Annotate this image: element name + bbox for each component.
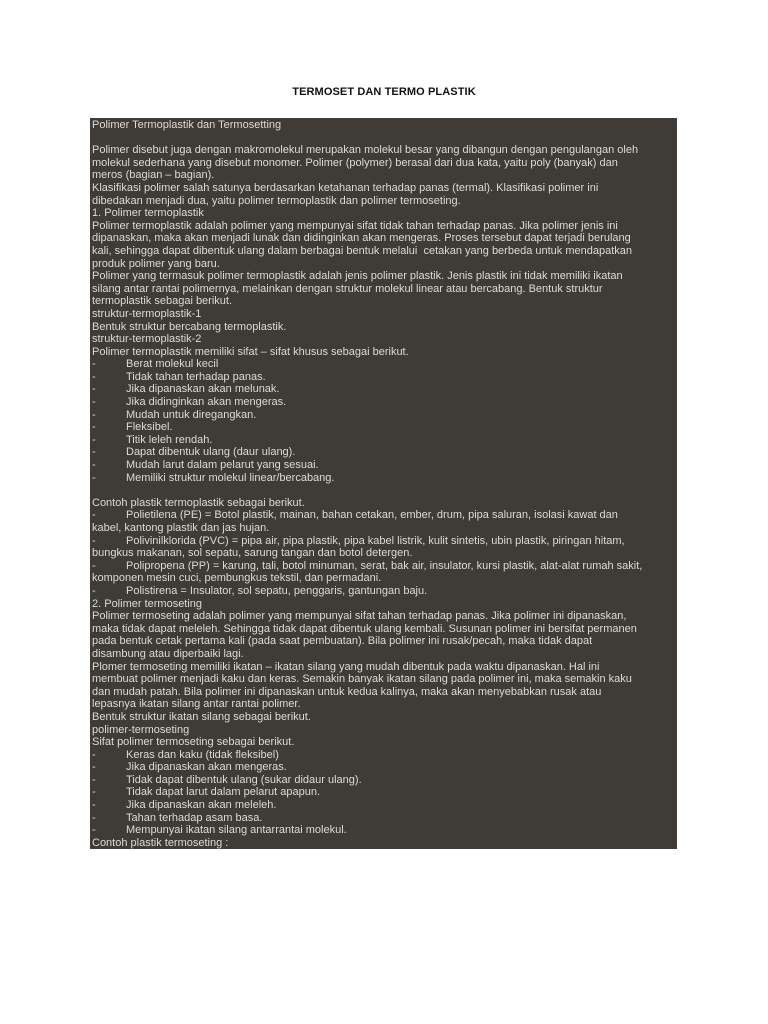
bullet-dash: - [92, 534, 96, 547]
text-line: struktur-termoplastik-2 [92, 333, 202, 346]
text-line: struktur-termoplastik-1 [92, 307, 202, 320]
text-line: silang antar rantai polimernya, melainkan dengan struktur molekul linear atau bercabang. Bentuk struktur [92, 282, 603, 295]
blank-line [92, 132, 674, 145]
bullet-item [92, 446, 674, 459]
bullet-text: Tidak dapat dibentuk ulang (sukar didaur ulang). [126, 773, 362, 786]
bullet-item [92, 409, 674, 422]
bullet-text: Mudah larut dalam pelarut yang sesuai. [126, 459, 319, 472]
bullet-text: Jika didinginkan akan mengeras. [126, 396, 287, 409]
bullet-item [92, 786, 674, 799]
text-line: kabel, kantong plastik dan jas hujan. [92, 522, 270, 534]
bullet-dash: - [92, 396, 96, 409]
text-line: Polimer termoseting adalah polimer yang mempunyai sifat tahan terhadap panas. Jika polimer ini dipanaskan, [92, 610, 627, 623]
bullet-item [92, 749, 674, 762]
bullet-text: Mudah untuk diregangkan. [126, 408, 257, 421]
text-line: Klasifikasi polimer salah satunya berdasarkan ketahanan terhadap panas (termal). Klasifikasi polimer ini [92, 181, 599, 194]
bullet-text: Polistirena = Insulator, sol sepatu, penggaris, gantungan baju. [126, 584, 428, 597]
bullet-dash: - [92, 799, 96, 812]
text-line: Polimer disebut juga dengan makromolekul merupakan molekul besar yang dibangun dengan pengulangan oleh [92, 144, 639, 157]
text-line: pada bentuk cetak pertama kali (pada saat pembuatan). Bila polimer ini rusak/pecah, maka tidak dapat [92, 635, 593, 648]
bullet-item [92, 585, 674, 598]
text-line: Sifat polimer termoseting sebagai berikut. [92, 736, 295, 749]
text-line: produk polimer yang baru. [92, 257, 220, 270]
text-line: dibedakan menjadi dua, yaitu polimer termoplastik dan polimer termoseting. [92, 194, 461, 207]
text-line: dan mudah patah. Bila polimer ini dipanaskan untuk kedua kalinya, maka akan menyebabkan rusak atau [92, 685, 602, 698]
text-line: Polimer Termoplastik dan Termosetting [92, 119, 282, 131]
bullet-item [92, 434, 674, 447]
text-line: dipanaskan, maka akan menjadi lunak dan didinginkan akan mengeras. Proses tersebut dapat terjadi berulang [92, 232, 631, 245]
bullet-dash: - [92, 559, 96, 572]
text-line: membuat polimer menjadi kaku dan keras. Semakin banyak ikatan silang pada polimer ini, maka semakin kaku [92, 673, 632, 686]
bullet-item [92, 799, 674, 812]
bullet-text: Fleksibel. [126, 421, 173, 434]
bullet-dash: - [92, 811, 96, 824]
text-line: Contoh plastik termoseting : [92, 836, 229, 849]
text-line: lepasnya ikatan silang antar rantai polimer. [92, 698, 301, 711]
bullet-item [92, 383, 674, 396]
text-line: kali, sehingga dapat dibentuk ulang dalam berbagai bentuk melalui cetakan yang berbeda untuk mendapatkan [92, 244, 632, 257]
text-line: Polimer termoplastik memiliki sifat – sifat khusus sebagai berikut. [92, 345, 409, 358]
bullet-dash: - [92, 358, 96, 371]
bullet-item [92, 535, 674, 548]
bullet-text: Mempunyai ikatan silang antarrantai molekul. [126, 824, 347, 837]
text-line: Bentuk struktur ikatan silang sebagai berikut. [92, 710, 311, 723]
bullet-dash: - [92, 408, 96, 421]
blank-line [92, 484, 674, 497]
bullet-item [92, 472, 674, 485]
bullet-text: Tidak tahan terhadap panas. [126, 370, 266, 383]
text-line: 2. Polimer termoseting [92, 597, 203, 610]
bullet-item [92, 396, 674, 409]
text-line: polimer-termoseting [92, 723, 190, 736]
bullet-text: Polivinilklorida (PVC) = pipa air, pipa plastik, pipa kabel listrik, kulit sintetis, ubin plastik, piringan hitam, [126, 534, 625, 547]
bullet-dash: - [92, 421, 96, 434]
bullet-dash: - [92, 383, 96, 396]
bullet-text: Tahan terhadap asam basa. [126, 811, 263, 824]
bullet-text: Keras dan kaku (tidak fleksibel) [126, 748, 279, 761]
document-content-box [90, 118, 677, 849]
bullet-item [92, 459, 674, 472]
bullet-item [92, 812, 674, 825]
bullet-item [92, 421, 674, 434]
bullet-text: Jika dipanaskan akan mengeras. [126, 761, 287, 774]
bullet-text: Tidak dapat larut dalam pelarut apapun. [126, 786, 321, 799]
bullet-dash: - [92, 509, 96, 522]
bullet-item [92, 761, 674, 774]
bullet-text: Titik leleh rendah. [126, 433, 213, 446]
text-line: Polimer yang termasuk polimer termoplastik adalah jenis polimer plastik. Jenis plastik ini tidak memiliki ikatan [92, 270, 623, 283]
text-line: molekul sederhana yang disebut monomer. Polimer (polymer) berasal dari dua kata, yaitu poly (banyak) dan [92, 156, 618, 169]
bullet-text: Polipropena (PP) = karung, tali, botol minuman, serat, bak air, insulator, kursi plastik, alat-alat rumah sakit, [126, 559, 643, 572]
bullet-dash: - [92, 433, 96, 446]
bullet-dash: - [92, 471, 96, 484]
text-line: Bentuk struktur bercabang termoplastik. [92, 320, 287, 333]
bullet-dash: - [92, 446, 96, 459]
bullet-text: Berat molekul kecil [126, 358, 219, 371]
text-line: termoplastik sebagai berikut. [92, 295, 233, 308]
bullet-item [92, 774, 674, 787]
text-line: Polimer termoplastik adalah polimer yang mempunyai sifat tidak tahan terhadap panas. Jika polimer jenis ini [92, 219, 618, 232]
bullet-dash: - [92, 761, 96, 774]
bullet-dash: - [92, 370, 96, 383]
bullet-item [92, 358, 674, 371]
bullet-item [92, 824, 674, 837]
text-line: komponen mesin cuci, pembungkus tekstil, dan permadani. [92, 572, 382, 585]
bullet-text: Jika dipanaskan akan meleleh. [126, 799, 277, 812]
text-line: maka tidak dapat meleleh. Sehingga tidak dapat dibentuk ulang kembali. Susunan polimer ini bersifat permanen [92, 622, 637, 635]
bullet-dash: - [92, 459, 96, 472]
bullet-text: Jika dipanaskan akan melunak. [126, 383, 280, 396]
document-title: TERMOSET DAN TERMO PLASTIK [292, 86, 476, 98]
text-line: meros (bagian – bagian). [92, 169, 215, 182]
bullet-dash: - [92, 786, 96, 799]
text-line: bungkus makanan, sol sepatu, sarung tangan dan botol detergen. [92, 547, 413, 560]
bullet-dash: - [92, 824, 96, 837]
bullet-dash: - [92, 584, 96, 597]
bullet-text: Polietilena (PE) = Botol plastik, mainan, bahan cetakan, ember, drum, pipa saluran, isolasi kawat dan [126, 509, 618, 522]
bullet-dash: - [92, 773, 96, 786]
text-line: Contoh plastik termoplastik sebagai berikut. [92, 496, 305, 509]
bullet-item [92, 560, 674, 573]
bullet-text: Memiliki struktur molekul linear/bercabang. [126, 471, 335, 484]
text-line: disambung atau diperbaiki lagi. [92, 647, 244, 660]
text-line: 1. Polimer termoplastik [92, 207, 204, 220]
bullet-text: Dapat dibentuk ulang (daur ulang). [126, 446, 296, 459]
text-line: Plomer termoseting memiliki ikatan – ikatan silang yang mudah dibentuk pada waktu dipanaskan. Hal ini [92, 660, 600, 673]
bullet-item [92, 509, 674, 522]
bullet-dash: - [92, 748, 96, 761]
bullet-item [92, 371, 674, 384]
